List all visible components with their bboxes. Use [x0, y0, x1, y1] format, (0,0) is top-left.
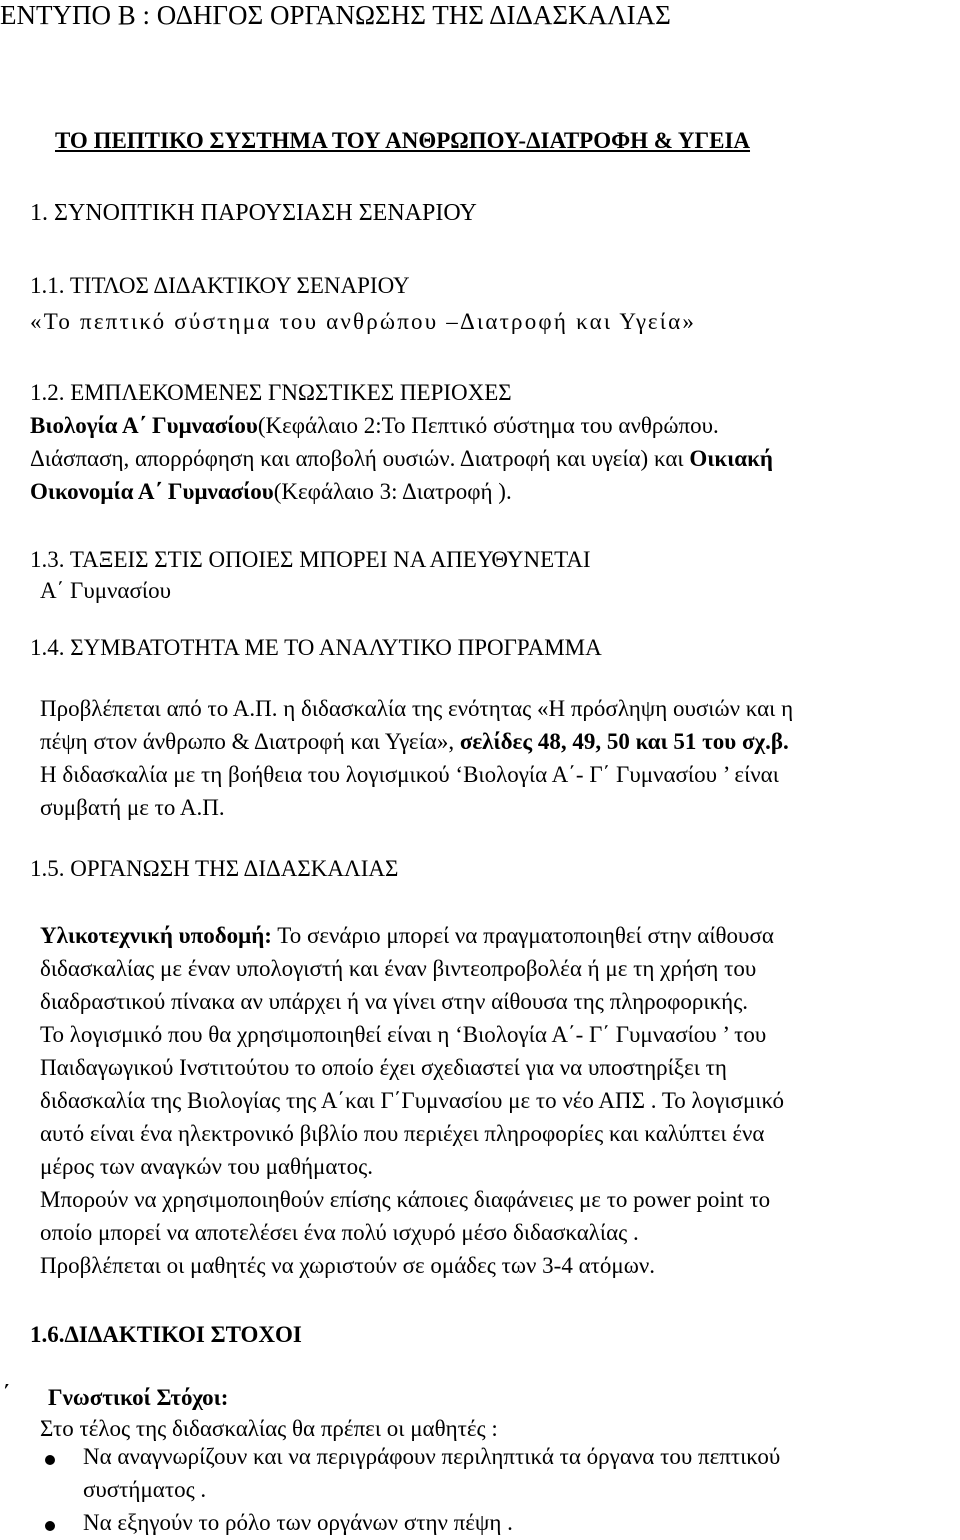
- section-1-2-heading: 1.2. ΕΜΠΛΕΚΟΜΕΝΕΣ ΓΝΩΣΤΙΚΕΣ ΠΕΡΙΟΧΕΣ: [30, 380, 512, 405]
- subject-area-line-3: [30, 479, 512, 505]
- organization-line-7: αυτό είναι ένα ηλεκτρονικό βιβλίο που περιέχει πληροφορίες και καλύπτει ένα: [40, 1121, 765, 1146]
- form-title: ΕΝΤΥΠΟ Β : ΟΔΗΓΟΣ ΟΡΓΑΝΩΣΗΣ ΤΗΣ ΔΙΔΑΣΚΑΛΙΑΣ: [0, 0, 671, 30]
- section-1-3-heading: 1.3. ΤΑΞΕΙΣ ΣΤΙΣ ΟΠΟΙΕΣ ΜΠΟΡΕΙ ΝΑ ΑΠΕΥΘΥΝΕΤΑΙ: [30, 547, 591, 572]
- curriculum-text: πέψη στον άνθρωπο & Διατροφή και Υγεία»,: [40, 729, 460, 754]
- subject-area-line-2: [30, 446, 773, 472]
- curriculum-line-2: [40, 729, 789, 755]
- section-1-6-heading: 1.6.ΔΙΔΑΚΤΙΚΟΙ ΣΤΟΧΟΙ: [30, 1322, 302, 1347]
- goals-intro: Στο τέλος της διδασκαλίας θα πρέπει οι μαθητές :: [40, 1416, 498, 1441]
- infrastructure-label: Υλικοτεχνική υποδομή:: [40, 923, 272, 948]
- organization-line-3: διαδραστικού πίνακα αν υπάρχει ή να γίνει στην αίθουσα της πληροφορικής.: [40, 989, 749, 1014]
- organization-line-11: Προβλέπεται οι μαθητές να χωριστούν σε ομάδες των 3-4 ατόμων.: [40, 1253, 656, 1278]
- bullet-icon: [45, 1455, 55, 1465]
- section-1-heading: 1. ΣΥΝΟΠΤΙΚΗ ΠΑΡΟΥΣΙΑΣΗ ΣΕΝΑΡΙΟΥ: [30, 200, 477, 226]
- organization-line-10: οποίο μπορεί να αποτελέσει ένα πολύ ισχυρό μέσο διδασκαλίας .: [40, 1220, 639, 1245]
- curriculum-pages: σελίδες 48, 49, 50 και 51 του σχ.β.: [459, 729, 789, 754]
- subject-area-text: Διάσπαση, απορρόφηση και αποβολή ουσιών. Διατροφή και υγεία) και: [30, 446, 690, 471]
- section-1-4-heading: 1.4. ΣΥΜΒΑΤΟΤΗΤΑ ΜΕ ΤΟ ΑΝΑΛΥΤΙΚΟ ΠΡΟΓΡΑΜΜΑ: [30, 635, 602, 660]
- accent-mark: ΄: [2, 1380, 12, 1411]
- section-1-1-heading: 1.1. ΤΙΤΛΟΣ ΔΙΔΑΚΤΙΚΟΥ ΣΕΝΑΡΙΟΥ: [30, 273, 410, 298]
- curriculum-line-3: Η διδασκαλία με τη βοήθεια του λογισμικού ‘Βιολογία Α΄- Γ΄ Γυμνασίου ’ είναι: [40, 762, 779, 787]
- goal-item-2: Να εξηγούν το ρόλο των οργάνων στην πέψη .: [83, 1510, 513, 1535]
- infrastructure-text: Το σενάριο μπορεί να πραγματοποιηθεί στην αίθουσα: [271, 923, 774, 948]
- topic-title: ΤΟ ΠΕΠΤΙΚΟ ΣΥΣΤΗΜΑ ΤΟΥ ΑΝΘΡΩΠΟΥ-ΔΙΑΤΡΟΦΗ & ΥΓΕΙΑ: [55, 128, 751, 153]
- curriculum-line-1: Προβλέπεται από το Α.Π. η διδασκαλία της ενότητας «Η πρόσληψη ουσιών και η: [40, 696, 794, 721]
- organization-line-9: Μπορούν να χρησιμοποιηθούν επίσης κάποιες διαφάνειες με το power point το: [40, 1187, 771, 1212]
- target-class: Α΄ Γυμνασίου: [40, 578, 171, 603]
- organization-line-5: Παιδαγωγικού Ινστιτούτου το οποίο έχει σχεδιαστεί για να υποστηρίξει τη: [40, 1055, 727, 1080]
- scenario-title: «Το πεπτικό σύστημα του ανθρώπου –Διατροφή και Υγεία»: [30, 309, 697, 334]
- subject-home-economics-detail: (Κεφάλαιο 3: Διατροφή ).: [273, 479, 512, 504]
- section-1-5-heading: 1.5. ΟΡΓΑΝΩΣΗ ΤΗΣ ΔΙΔΑΣΚΑΛΙΑΣ: [30, 856, 399, 881]
- bullet-icon: [45, 1521, 55, 1531]
- subject-area-line-1: [30, 413, 719, 439]
- goal-item-1: Να αναγνωρίζουν και να περιγράφουν περιληπτικά τα όργανα του πεπτικού: [83, 1444, 781, 1469]
- organization-line-4: Το λογισμικό που θα χρησιμοποιηθεί είναι η ‘Βιολογία Α΄- Γ΄ Γυμνασίου ’ του: [40, 1022, 767, 1047]
- subject-biology-detail: (Κεφάλαιο 2:Το Πεπτικό σύστημα του ανθρώπου.: [257, 413, 719, 438]
- organization-line-1: [40, 923, 774, 949]
- subject-biology: Βιολογία Α΄ Γυμνασίου: [30, 413, 258, 438]
- organization-line-8: μέρος των αναγκών του μαθήματος.: [40, 1154, 373, 1179]
- curriculum-line-4: συμβατή με το Α.Π.: [40, 795, 225, 820]
- subject-home-economics: Οικιακή: [689, 446, 773, 471]
- goal-item-1-continued: συστήματος .: [83, 1477, 207, 1502]
- organization-line-6: διδασκαλία της Βιολογίας της Α΄και Γ΄Γυμνασίου με το νέο ΑΠΣ . Το λογισμικό: [40, 1088, 785, 1113]
- organization-line-2: διδασκαλίας με έναν υπολογιστή και έναν βιντεοπροβολέα ή με τη χρήση του: [40, 956, 757, 981]
- cognitive-goals-heading: Γνωστικοί Στόχοι:: [48, 1385, 229, 1410]
- subject-home-economics-grade: Οικονομία Α΄ Γυμνασίου: [30, 479, 274, 504]
